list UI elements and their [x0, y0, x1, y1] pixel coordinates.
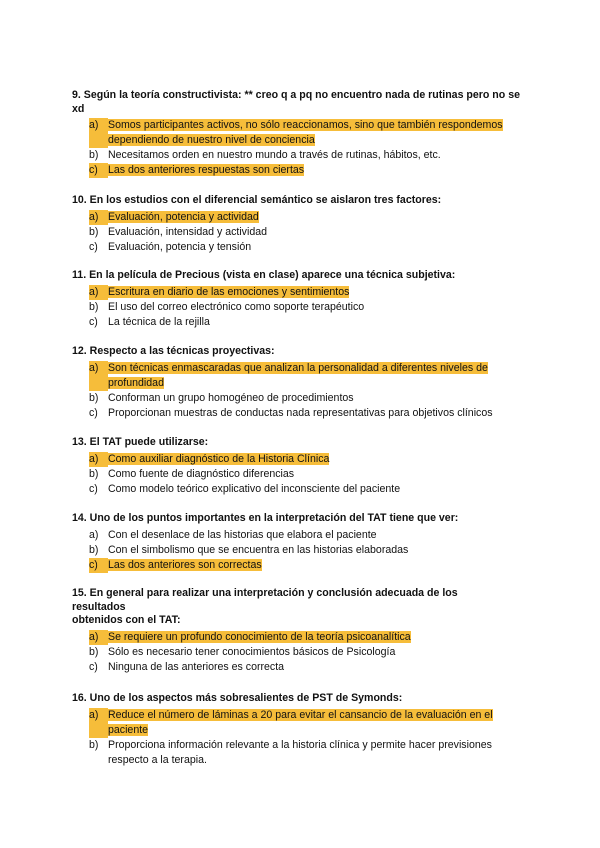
- option-text-line: Como modelo teórico explicativo del inconsciente del paciente: [108, 482, 401, 495]
- option-c: c) Las dos anteriores respuestas son ciertas: [89, 164, 305, 176]
- question-title: 13. El TAT puede utilizarse:: [72, 436, 209, 448]
- option-c: c) Evaluación, potencia y tensión: [89, 240, 534, 255]
- option-text-line: Son técnicas enmascaradas que analizan la personalidad a diferentes niveles de: [108, 361, 488, 374]
- question-title: 16. Uno de los aspectos más sobresalientes de PST de Symonds:: [72, 692, 403, 704]
- option-text-line: Evaluación, intensidad y actividad: [108, 225, 268, 238]
- option-a: a) Se requiere un profundo conocimiento de la teoría psicoanalítica: [89, 630, 411, 643]
- question-title: 9. Según la teoría constructivista: ** creo q a pq no encuentro nada de rutinas pero no se xd: [72, 89, 520, 115]
- option-text-line: Reduce el número de láminas a 20 para evitar el cansancio de la evaluación en el: [108, 708, 493, 721]
- option-text-line: respecto a la terapia.: [108, 753, 207, 766]
- option-text-line: Somos participantes activos, no sólo reaccionamos, sino que también respondemos: [108, 119, 503, 131]
- option-a: a) Son técnicas enmascaradas que analizan la personalidad a diferentes niveles de profundidad: [89, 361, 488, 389]
- option-text-line: Con el simbolismo que se encuentra en las historias elaboradas: [108, 543, 409, 556]
- option-b: b) Proporciona información relevante a la historia clínica y permite hacer previsiones respecto a la terapia.: [89, 738, 492, 766]
- option-text-line: Conforman un grupo homogéneo de procedimientos: [108, 391, 354, 404]
- question-title: 10. En los estudios con el diferencial semántico se aislaron tres factores:: [72, 194, 442, 206]
- question-11: [72, 269, 534, 330]
- option-text-line: Las dos anteriores son correctas: [108, 558, 262, 571]
- option-text-line: Las dos anteriores respuestas son ciertas: [108, 164, 305, 176]
- option-b: b) Conforman un grupo homogéneo de procedimientos: [89, 391, 534, 406]
- question-title: 14. Uno de los puntos importantes en la interpretación del TAT tiene que ver:: [72, 512, 459, 524]
- option-text-line: Evaluación, potencia y tensión: [108, 240, 252, 253]
- option-text-line: La técnica de la rejilla: [108, 315, 210, 328]
- option-text-line: paciente: [108, 723, 149, 736]
- option-b: b) Con el simbolismo que se encuentra en las historias elaboradas: [89, 543, 534, 558]
- question-title: 11. En la película de Precious (vista en clase) aparece una técnica subjetiva:: [72, 269, 456, 281]
- option-c: c) La técnica de la rejilla: [89, 315, 534, 330]
- question-15: [72, 587, 534, 675]
- option-text-line: Como auxiliar diagnóstico de la Historia Clínica: [108, 452, 330, 465]
- option-text-line: Como fuente de diagnóstico diferencias: [108, 467, 295, 480]
- option-c: c) Las dos anteriores son correctas: [89, 558, 262, 571]
- option-text-line: dependiendo de nuestro nivel de conciencia: [108, 134, 315, 146]
- question-10: [72, 194, 534, 255]
- question-12: [72, 345, 534, 421]
- option-text-line: El uso del correo electrónico como soporte terapéutico: [108, 300, 365, 313]
- question-title: 15. En general para realizar una interpretación y conclusión adecuada de los resultados obtenidos con el TAT:: [72, 587, 458, 626]
- option-c: c) Como modelo teórico explicativo del inconsciente del paciente: [89, 482, 534, 497]
- option-b: b) Sólo es necesario tener conocimientos básicos de Psicología: [89, 645, 534, 660]
- option-a: a) Como auxiliar diagnóstico de la Historia Clínica: [89, 452, 330, 465]
- option-a: a) Escritura en diario de las emociones y sentimientos: [89, 285, 350, 298]
- option-c: c) Ninguna de las anteriores es correcta: [89, 660, 534, 675]
- question-9: [72, 89, 534, 178]
- question-13: [72, 436, 534, 497]
- option-text-line: Proporciona información relevante a la historia clínica y permite hacer previsiones: [108, 738, 492, 751]
- option-b: b) Evaluación, intensidad y actividad: [89, 225, 534, 240]
- option-a: a) Con el desenlace de las historias que elabora el paciente: [89, 528, 534, 543]
- option-text-line: Proporcionan muestras de conductas nada representativas para objetivos clínicos: [108, 406, 493, 419]
- option-c: c) Proporcionan muestras de conductas nada representativas para objetivos clínicos: [89, 406, 534, 421]
- option-text-line: profundidad: [108, 376, 164, 389]
- option-text-line: Necesitamos orden en nuestro mundo a través de rutinas, hábitos, etc.: [108, 149, 441, 161]
- option-b: b) Necesitamos orden en nuestro mundo a través de rutinas, hábitos, etc.: [89, 148, 534, 163]
- option-text-line: Escritura en diario de las emociones y sentimientos: [108, 285, 350, 298]
- option-a: a) Reduce el número de láminas a 20 para evitar el cansancio de la evaluación en el paciente: [89, 708, 493, 736]
- question-title: 12. Respecto a las técnicas proyectivas:: [72, 345, 275, 357]
- question-14: [72, 512, 534, 573]
- option-a: a) Evaluación, potencia y actividad: [89, 210, 259, 223]
- option-b: b) El uso del correo electrónico como soporte terapéutico: [89, 300, 534, 315]
- option-text-line: Sólo es necesario tener conocimientos básicos de Psicología: [108, 645, 396, 658]
- option-text-line: Ninguna de las anteriores es correcta: [108, 660, 285, 673]
- option-text-line: Evaluación, potencia y actividad: [108, 210, 259, 223]
- option-b: b) Como fuente de diagnóstico diferencias: [89, 467, 534, 482]
- option-text-line: Se requiere un profundo conocimiento de la teoría psicoanalítica: [108, 630, 411, 643]
- option-a: a) Somos participantes activos, no sólo reaccionamos, sino que también respondemos dependiendo de nuestro nivel de conciencia: [89, 119, 503, 146]
- question-16: [72, 692, 534, 768]
- option-text-line: Con el desenlace de las historias que elabora el paciente: [108, 528, 377, 541]
